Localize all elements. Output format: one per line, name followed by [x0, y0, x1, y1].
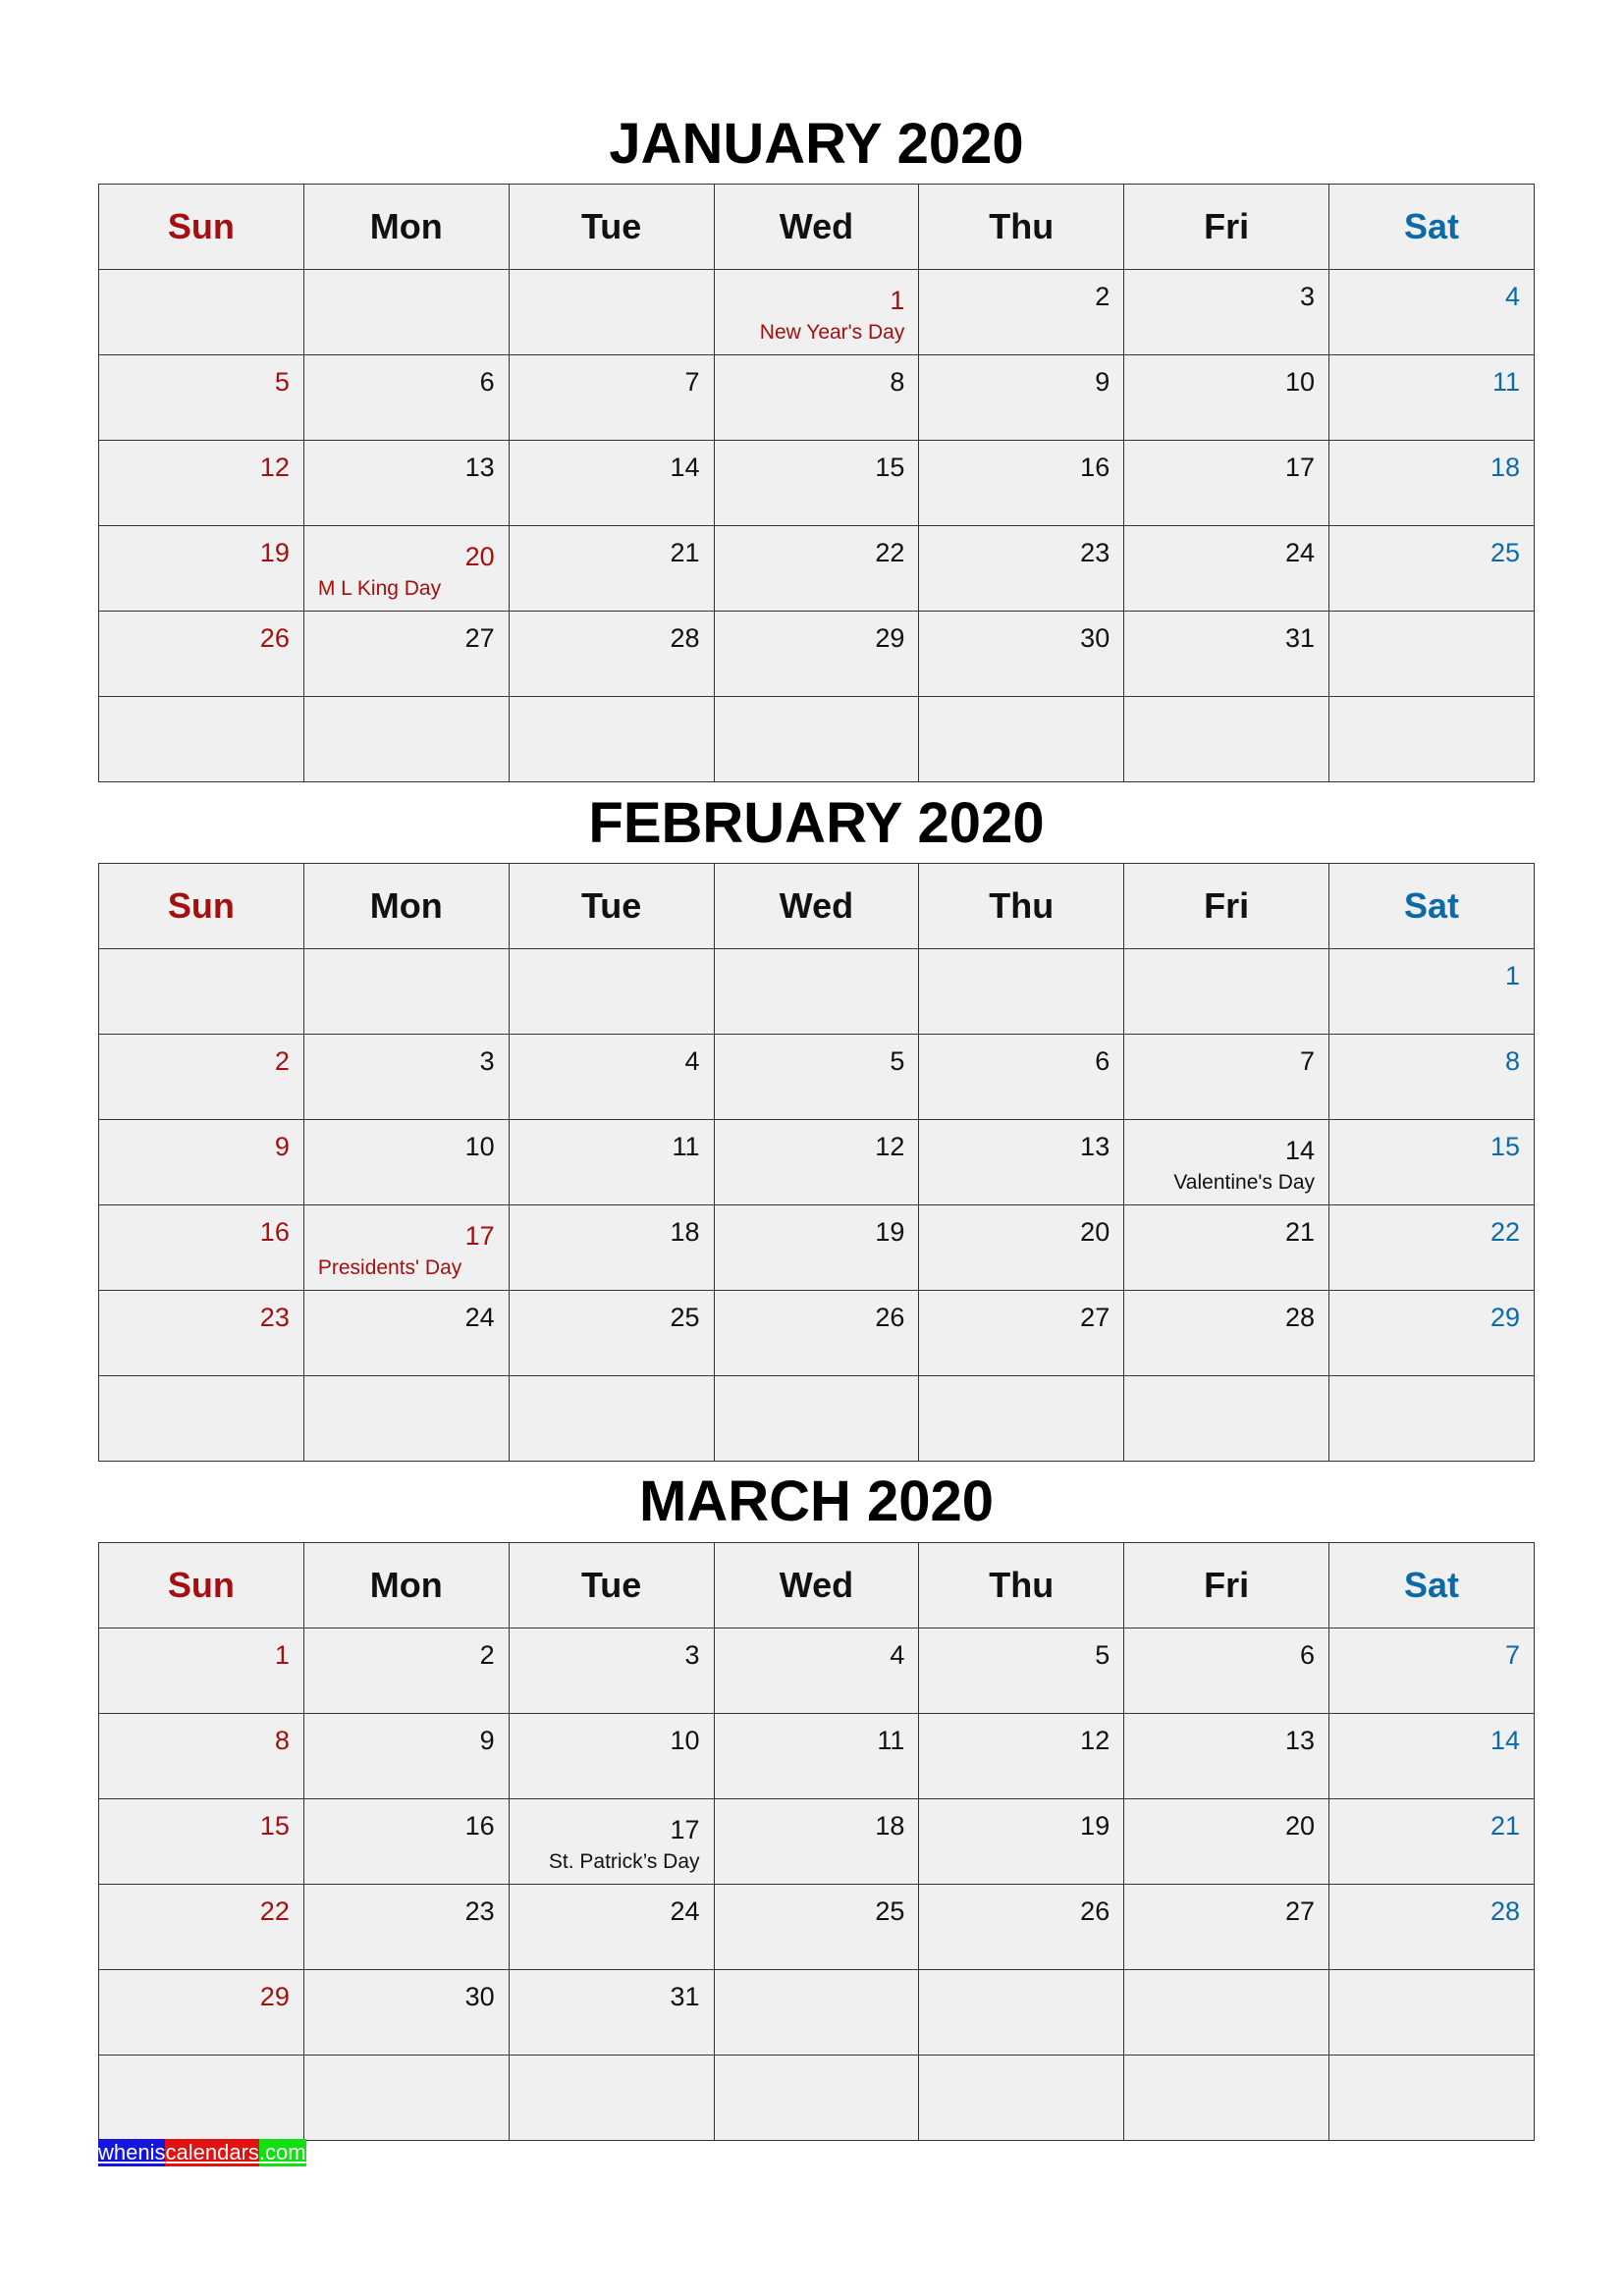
weekday-header: Sun [99, 185, 304, 270]
day-number: 22 [259, 1896, 290, 1926]
day-cell[interactable] [99, 1970, 304, 2056]
day-number: 2 [274, 1046, 290, 1076]
day-cell[interactable] [919, 1885, 1124, 1970]
day-cell[interactable] [714, 1799, 919, 1885]
week-row [99, 1205, 1535, 1291]
day-cell[interactable] [1329, 1291, 1535, 1376]
day-cell[interactable] [919, 1120, 1124, 1205]
day-cell[interactable] [303, 949, 509, 1035]
day-cell[interactable] [1124, 1714, 1329, 1799]
weekday-header: Sat [1329, 1543, 1535, 1629]
day-cell[interactable] [1329, 1120, 1535, 1205]
week-row [99, 441, 1535, 526]
day-cell[interactable] [714, 1714, 919, 1799]
weekday-header: Tue [509, 1543, 714, 1629]
week-row [99, 355, 1535, 441]
day-number: 31 [670, 1982, 700, 2011]
day-number: 16 [259, 1217, 290, 1247]
weekday-header: Sun [99, 864, 304, 949]
month-title: MARCH 2020 [639, 1469, 994, 1533]
day-cell[interactable] [303, 270, 509, 355]
day-number: 19 [1080, 1811, 1110, 1841]
event-label: Presidents' Day [317, 1256, 462, 1279]
calendar-grid [98, 863, 1535, 1462]
day-cell[interactable] [99, 1291, 304, 1376]
day-number: 5 [274, 367, 290, 397]
weekday-header-row [99, 864, 1535, 949]
day-cell[interactable] [919, 1799, 1124, 1885]
day-number: 30 [464, 1982, 495, 2011]
day-cell[interactable] [919, 1291, 1124, 1376]
day-cell[interactable] [1329, 1205, 1535, 1291]
day-number: 28 [1285, 1303, 1316, 1332]
day-cell[interactable] [303, 1376, 509, 1462]
day-cell[interactable] [99, 526, 304, 612]
day-number: 27 [464, 623, 495, 653]
day-number: 15 [259, 1811, 290, 1841]
day-cell[interactable] [509, 270, 714, 355]
day-cell[interactable] [303, 1629, 509, 1714]
week-row [99, 270, 1535, 355]
day-cell[interactable] [303, 355, 509, 441]
day-cell[interactable] [919, 949, 1124, 1035]
day-number: 5 [890, 1046, 905, 1076]
day-number: 4 [1504, 282, 1520, 311]
calendar-grid [98, 1542, 1535, 2141]
day-cell[interactable] [509, 1291, 714, 1376]
day-cell[interactable] [99, 1714, 304, 1799]
site-brand-link[interactable] [98, 2139, 306, 2166]
day-cell[interactable] [1124, 1799, 1329, 1885]
day-cell[interactable] [99, 1376, 304, 1462]
week-row [99, 1714, 1535, 1799]
brand-part: whenis [98, 2140, 166, 2164]
day-number: 11 [672, 1132, 700, 1161]
day-cell[interactable] [1329, 1799, 1535, 1885]
day-cell[interactable] [509, 1799, 714, 1885]
day-number: 26 [1080, 1896, 1110, 1926]
day-cell[interactable] [303, 1205, 509, 1291]
day-number: 3 [1300, 282, 1316, 311]
day-number: 27 [1080, 1303, 1110, 1332]
day-number: 29 [259, 1982, 290, 2011]
day-number: 21 [1489, 1811, 1520, 1841]
weekday-header: Wed [714, 1543, 919, 1629]
day-number: 15 [1489, 1132, 1520, 1161]
day-cell[interactable] [509, 1714, 714, 1799]
day-number: 14 [670, 453, 700, 482]
day-cell[interactable] [303, 1120, 509, 1205]
day-number: 2 [1095, 282, 1110, 311]
day-number: 16 [1080, 453, 1110, 482]
day-number: 11 [877, 1726, 905, 1755]
day-cell[interactable] [303, 2056, 509, 2141]
day-number: 22 [875, 538, 905, 567]
day-number: 18 [875, 1811, 905, 1841]
day-number: 23 [464, 1896, 495, 1926]
day-cell[interactable] [99, 1035, 304, 1120]
weekday-header: Fri [1124, 1543, 1329, 1629]
day-cell[interactable] [509, 1376, 714, 1462]
day-cell[interactable] [1124, 526, 1329, 612]
weekday-header: Sat [1329, 185, 1535, 270]
weekday-header: Wed [714, 864, 919, 949]
day-cell[interactable] [1329, 949, 1535, 1035]
weekday-header: Sun [99, 1543, 304, 1629]
week-row [99, 1035, 1535, 1120]
weekday-header: Thu [919, 1543, 1124, 1629]
day-number: 31 [1285, 623, 1316, 653]
day-number: 24 [670, 1896, 700, 1926]
day-cell[interactable] [1329, 612, 1535, 697]
day-cell[interactable] [1329, 270, 1535, 355]
day-cell[interactable] [99, 949, 304, 1035]
week-row [99, 949, 1535, 1035]
day-cell[interactable] [1124, 1885, 1329, 1970]
day-number: 24 [464, 1303, 495, 1332]
day-cell[interactable] [1329, 1629, 1535, 1714]
weekday-header: Tue [509, 185, 714, 270]
day-cell[interactable] [1124, 1035, 1329, 1120]
day-number: 26 [875, 1303, 905, 1332]
day-number: 12 [875, 1132, 905, 1161]
day-cell[interactable] [99, 2056, 304, 2141]
day-cell[interactable] [99, 270, 304, 355]
day-number: 29 [1489, 1303, 1520, 1332]
day-cell[interactable] [714, 1376, 919, 1462]
day-cell[interactable] [99, 1799, 304, 1885]
day-number: 12 [1080, 1726, 1110, 1755]
day-cell[interactable] [714, 697, 919, 782]
week-row [99, 612, 1535, 697]
weekday-header: Tue [509, 864, 714, 949]
day-cell[interactable] [1329, 355, 1535, 441]
day-cell[interactable] [1329, 1970, 1535, 2056]
day-number: 7 [684, 367, 700, 397]
day-number: 7 [1504, 1640, 1520, 1670]
day-number: 5 [1095, 1640, 1110, 1670]
weekday-header: Thu [919, 185, 1124, 270]
day-cell[interactable] [714, 1120, 919, 1205]
day-cell[interactable] [1329, 697, 1535, 782]
day-cell[interactable] [509, 1205, 714, 1291]
event-label: St. Patrick’s Day [548, 1850, 700, 1873]
week-row [99, 2056, 1535, 2141]
week-row [99, 1885, 1535, 1970]
day-number: 25 [1489, 538, 1520, 567]
day-number: 15 [875, 453, 905, 482]
weekday-header: Mon [303, 864, 509, 949]
day-cell[interactable] [1124, 2056, 1329, 2141]
day-number: 13 [1285, 1726, 1316, 1755]
day-cell[interactable] [303, 1799, 509, 1885]
day-number: 2 [479, 1640, 495, 1670]
day-cell[interactable] [714, 526, 919, 612]
day-cell[interactable] [509, 1035, 714, 1120]
day-cell[interactable] [1124, 1376, 1329, 1462]
day-number: 18 [670, 1217, 700, 1247]
day-number: 22 [1489, 1217, 1520, 1247]
week-row [99, 1799, 1535, 1885]
day-cell[interactable] [1329, 1376, 1535, 1462]
day-cell[interactable] [714, 1291, 919, 1376]
day-cell[interactable] [99, 1205, 304, 1291]
day-number: 14 [1489, 1726, 1520, 1755]
day-number: 4 [890, 1640, 905, 1670]
day-cell[interactable] [1329, 526, 1535, 612]
day-cell[interactable] [1124, 612, 1329, 697]
weekday-header: Wed [714, 185, 919, 270]
weekday-header-row [99, 1543, 1535, 1629]
day-cell[interactable] [919, 526, 1124, 612]
day-number: 17 [1285, 453, 1316, 482]
day-number: 10 [464, 1132, 495, 1161]
day-cell[interactable] [303, 526, 509, 612]
day-cell[interactable] [99, 612, 304, 697]
day-cell[interactable] [1329, 2056, 1535, 2141]
day-number: 19 [259, 538, 290, 567]
day-number: 18 [1489, 453, 1520, 482]
month-title: FEBRUARY 2020 [588, 791, 1045, 855]
day-cell[interactable] [1124, 949, 1329, 1035]
day-cell[interactable] [99, 441, 304, 526]
day-cell[interactable] [919, 1205, 1124, 1291]
day-number: 8 [890, 367, 905, 397]
day-number: 24 [1285, 538, 1316, 567]
day-cell[interactable] [919, 1376, 1124, 1462]
day-cell[interactable] [99, 1120, 304, 1205]
day-cell[interactable] [1124, 441, 1329, 526]
day-cell[interactable] [303, 441, 509, 526]
day-number: 10 [670, 1726, 700, 1755]
day-number: 4 [684, 1046, 700, 1076]
day-number: 25 [875, 1896, 905, 1926]
day-cell[interactable] [1329, 1885, 1535, 1970]
week-row [99, 1120, 1535, 1205]
day-cell[interactable] [509, 612, 714, 697]
brand-part: .com [258, 2140, 306, 2164]
day-cell[interactable] [509, 1120, 714, 1205]
day-cell[interactable] [714, 2056, 919, 2141]
weekday-header: Thu [919, 864, 1124, 949]
day-cell[interactable] [303, 1035, 509, 1120]
week-row [99, 1629, 1535, 1714]
day-cell[interactable] [1124, 1970, 1329, 2056]
day-number: 1 [1504, 961, 1520, 990]
day-cell[interactable] [714, 270, 919, 355]
day-cell[interactable] [99, 697, 304, 782]
day-number: 26 [259, 623, 290, 653]
day-cell[interactable] [509, 697, 714, 782]
day-cell[interactable] [714, 1035, 919, 1120]
month-title: JANUARY 2020 [609, 112, 1024, 176]
day-cell[interactable] [1124, 1291, 1329, 1376]
day-number: 23 [1080, 538, 1110, 567]
weekday-header: Fri [1124, 864, 1329, 949]
day-number: 7 [1300, 1046, 1316, 1076]
day-number: 13 [464, 453, 495, 482]
day-cell[interactable] [919, 441, 1124, 526]
day-cell[interactable] [303, 697, 509, 782]
day-cell[interactable] [919, 2056, 1124, 2141]
brand-part: calendars [165, 2140, 259, 2164]
day-number: 20 [464, 542, 495, 571]
day-cell[interactable] [714, 1629, 919, 1714]
day-number: 9 [1095, 367, 1110, 397]
day-number: 27 [1285, 1896, 1316, 1926]
day-cell[interactable] [1329, 441, 1535, 526]
day-cell[interactable] [919, 1035, 1124, 1120]
day-number: 28 [670, 623, 700, 653]
day-number: 12 [259, 453, 290, 482]
day-number: 10 [1285, 367, 1316, 397]
week-row [99, 526, 1535, 612]
weekday-header: Mon [303, 185, 509, 270]
day-cell[interactable] [1329, 1035, 1535, 1120]
day-cell[interactable] [919, 697, 1124, 782]
day-cell[interactable] [303, 1291, 509, 1376]
day-number: 17 [464, 1221, 495, 1251]
day-cell[interactable] [303, 1970, 509, 2056]
day-cell[interactable] [99, 1629, 304, 1714]
day-number: 1 [274, 1640, 290, 1670]
day-cell[interactable] [509, 1885, 714, 1970]
day-number: 14 [1285, 1136, 1316, 1165]
day-cell[interactable] [1124, 1629, 1329, 1714]
day-number: 9 [479, 1726, 495, 1755]
day-number: 28 [1489, 1896, 1520, 1926]
day-cell[interactable] [1124, 1205, 1329, 1291]
day-cell[interactable] [714, 1885, 919, 1970]
day-number: 29 [875, 623, 905, 653]
day-number: 21 [670, 538, 700, 567]
day-cell[interactable] [714, 1205, 919, 1291]
event-label: New Year's Day [759, 321, 905, 344]
calendar-grid [98, 184, 1535, 782]
day-cell[interactable] [303, 1885, 509, 1970]
week-row [99, 697, 1535, 782]
day-cell[interactable] [1329, 1714, 1535, 1799]
day-cell[interactable] [99, 355, 304, 441]
weekday-header: Fri [1124, 185, 1329, 270]
day-cell[interactable] [1124, 270, 1329, 355]
day-number: 21 [1285, 1217, 1316, 1247]
day-cell[interactable] [509, 2056, 714, 2141]
day-cell[interactable] [714, 355, 919, 441]
day-number: 13 [1080, 1132, 1110, 1161]
day-number: 9 [274, 1132, 290, 1161]
week-row [99, 1291, 1535, 1376]
day-cell[interactable] [509, 355, 714, 441]
day-number: 1 [890, 286, 905, 315]
day-cell[interactable] [714, 949, 919, 1035]
day-cell[interactable] [303, 1714, 509, 1799]
event-label: M L King Day [317, 577, 442, 600]
day-number: 30 [1080, 623, 1110, 653]
week-row [99, 1970, 1535, 2056]
day-cell[interactable] [509, 1970, 714, 2056]
week-row [99, 1376, 1535, 1462]
weekday-header-row [99, 185, 1535, 270]
day-cell[interactable] [509, 526, 714, 612]
day-cell[interactable] [919, 612, 1124, 697]
day-cell[interactable] [919, 270, 1124, 355]
day-cell[interactable] [303, 612, 509, 697]
day-number: 20 [1285, 1811, 1316, 1841]
day-number: 20 [1080, 1217, 1110, 1247]
day-cell[interactable] [509, 441, 714, 526]
day-cell[interactable] [714, 612, 919, 697]
day-cell[interactable] [919, 355, 1124, 441]
day-number: 11 [1491, 367, 1520, 397]
day-number: 16 [464, 1811, 495, 1841]
weekday-header: Mon [303, 1543, 509, 1629]
day-number: 23 [259, 1303, 290, 1332]
day-number: 6 [479, 367, 495, 397]
day-number: 25 [670, 1303, 700, 1332]
day-cell[interactable] [919, 1714, 1124, 1799]
day-number: 17 [670, 1815, 700, 1844]
day-number: 6 [1095, 1046, 1110, 1076]
day-cell[interactable] [1124, 697, 1329, 782]
day-number: 8 [1504, 1046, 1520, 1076]
event-label: Valentine's Day [1173, 1171, 1316, 1194]
day-cell[interactable] [99, 1885, 304, 1970]
day-number: 6 [1300, 1640, 1316, 1670]
day-number: 19 [875, 1217, 905, 1247]
day-cell[interactable] [919, 1629, 1124, 1714]
day-cell[interactable] [1124, 355, 1329, 441]
day-cell[interactable] [1124, 1120, 1329, 1205]
day-cell[interactable] [714, 441, 919, 526]
weekday-header: Sat [1329, 864, 1535, 949]
day-cell[interactable] [509, 1629, 714, 1714]
day-number: 3 [479, 1046, 495, 1076]
day-cell[interactable] [509, 949, 714, 1035]
day-number: 8 [274, 1726, 290, 1755]
day-cell[interactable] [919, 1970, 1124, 2056]
day-cell[interactable] [714, 1970, 919, 2056]
day-number: 3 [684, 1640, 700, 1670]
